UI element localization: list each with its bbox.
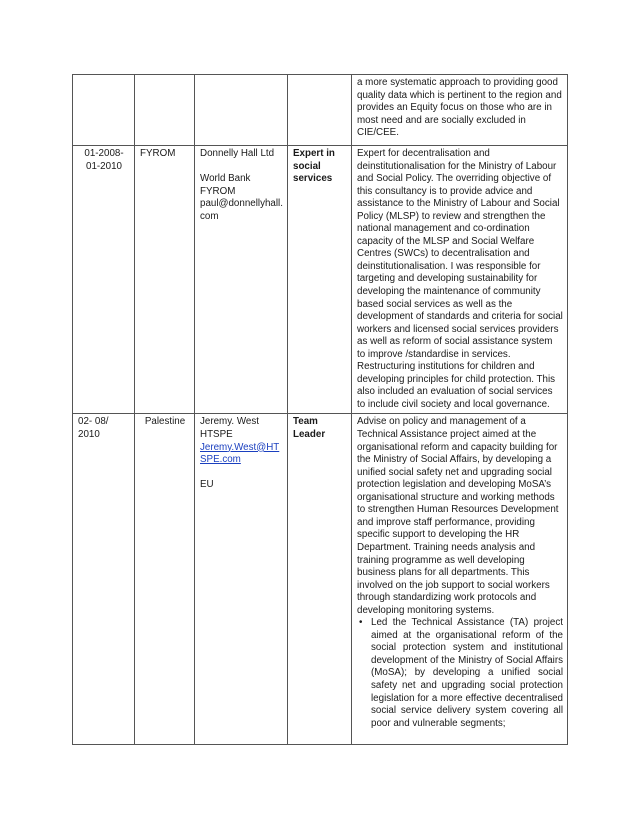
contact-company: Donnelly Hall Ltd [200, 148, 275, 159]
role-cell: Team Leader [288, 414, 352, 745]
experience-table [72, 74, 568, 745]
bullet-text: Led the Technical Assistance (TA) project aimed at the organisational reform of the social protection system and institutional development of the Ministry of Social Affairs (MoSA); by developing a unified social safety net and upgrading social protection legislation for a more effective decentralised social service delivery system covering all poor and vulnerable segments; [371, 617, 563, 729]
bullet-icon: • [359, 617, 363, 629]
description-cell [352, 414, 568, 745]
country-cell: FYROM [135, 146, 195, 414]
table-row [73, 414, 568, 745]
contact-name: Jeremy. West HTSPE [200, 416, 259, 441]
table-row [73, 75, 568, 146]
role-cell [288, 75, 352, 146]
description-text: Advise on policy and management of a Technical Assistance project aimed at the organisational reform and capacity building for the Ministry of Social Affairs, by developing a unified social safety net and upgrading social protection legislation and developing MoSA’s organisational structure and working methods to strengthen Human Resources Development and improve staff performance, providing specific support to developing the HR Department. Training needs analysis and training programme as well developing business plans for all departments. This involved on the job support to social workers through standardizing work protocols and developing monitoring systems. [357, 416, 559, 616]
country-cell [135, 75, 195, 146]
period-cell: 01-2008-01-2010 [73, 146, 135, 414]
role-cell: Expert in social services [288, 146, 352, 414]
description-cell: a more systematic approach to providing good quality data which is pertinent to the region and provides an Equity focus on those who are in most need and are socially excluded in CIE/CEE. [352, 75, 568, 146]
period-cell [73, 75, 135, 146]
contact-cell [195, 146, 288, 414]
contact-email: paul@donnellyhall.com [200, 198, 283, 222]
description-cell: Expert for decentralisation and deinstitutionalisation for the Ministry of Labour and Social Policy. The overriding objective of this consultancy is to provide advice and assistance to the Ministry of Labour and Social Policy (MLSP) to review and strengthen the national management and co-ordination capacity of the MLSP and Social Welfare Centres (SWCs) to decentralisation and deinstitutionalisation. I was responsible for targeting and developing sustainability for developing the maintenance of community based social services as well as the development of standards and criteria for social workers and licensed social services providers as well as reform of social assistance system to improve /standardise in services. Restructuring institutions for children and developing principles for child protection. This also included an evaluation of social services to include civil society and local governance. [352, 146, 568, 414]
table-row [73, 146, 568, 414]
period-cell: 02- 08/ 2010 [73, 414, 135, 745]
contact-email-link[interactable]: Jeremy.West@HTSPE.com [200, 441, 280, 466]
contact-client: EU [200, 479, 214, 491]
list-item [359, 617, 563, 730]
contact-cell [195, 75, 288, 146]
contact-cell [195, 414, 288, 745]
bullet-list [357, 617, 563, 730]
contact-client: World Bank FYROM [200, 173, 251, 197]
country-cell: Palestine [135, 414, 195, 745]
